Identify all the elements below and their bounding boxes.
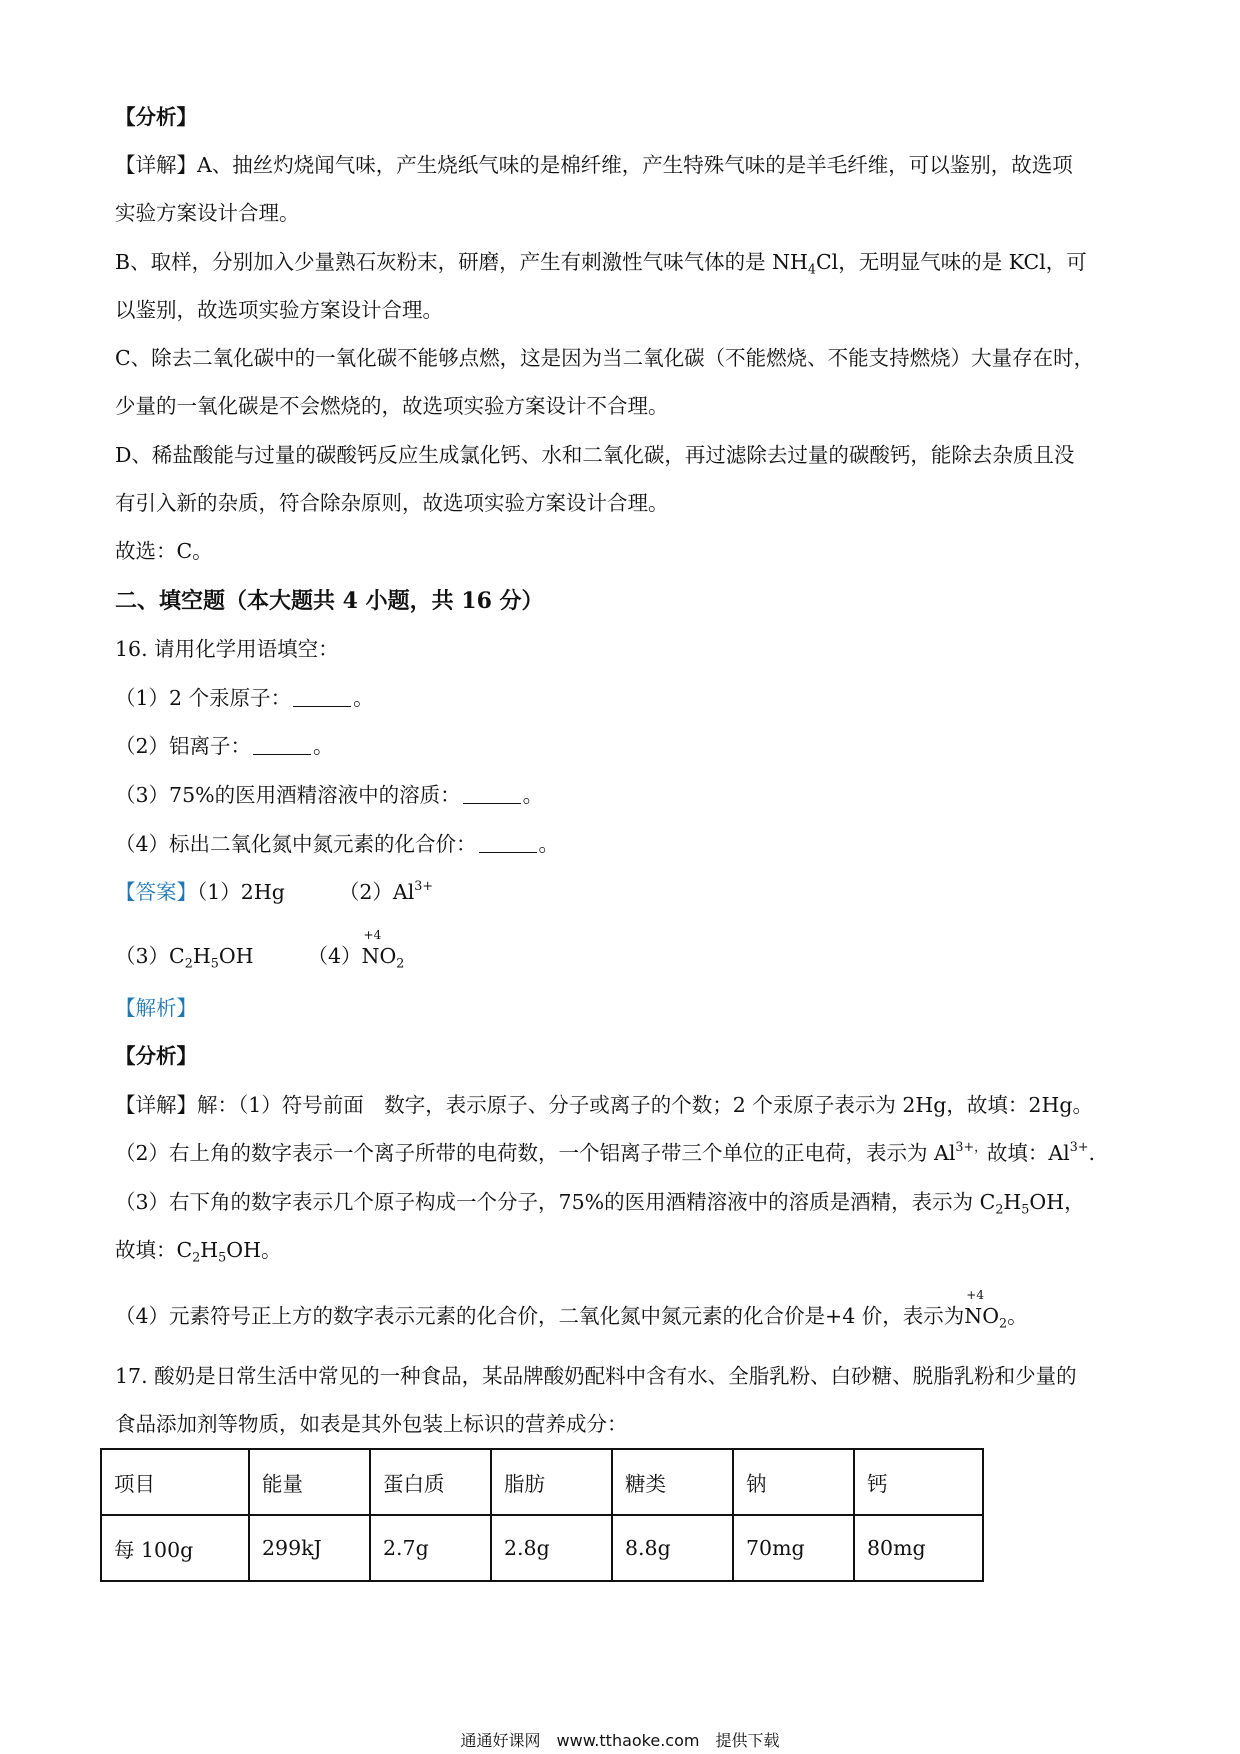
question-16: 16. 请用化学用语填空： — [115, 637, 339, 661]
answer-label: 【答案】 — [115, 880, 197, 904]
analysis-heading-2: 【分析】 — [115, 1044, 197, 1068]
detail-16-1: 【详解】解：（1）符号前面 数字，表示原子、分子或离子的个数；2 个汞原子表示为 2Hg，故填：2Hg。 — [115, 1093, 1093, 1117]
detail-line-a2: 实验方案设计合理。 — [115, 201, 300, 225]
nitrogen-dioxide-formula: +4 $NO_2$ — [361, 928, 405, 971]
table-row — [101, 1515, 983, 1581]
footer-text: 通通好课网 www.tthaoke.com 提供下载 — [460, 1731, 780, 1750]
question-16-3: （3）75%的医用酒精溶液中的溶质： 。 — [115, 783, 544, 807]
table-cell: 糖类 — [612, 1449, 733, 1515]
choice-answer: 故选：C。 — [115, 539, 213, 563]
answer-blank — [463, 785, 521, 804]
table-cell: 8.8g — [612, 1515, 733, 1581]
analysis-heading: 【分析】 — [115, 105, 197, 129]
table-cell: 蛋白质 — [370, 1449, 491, 1515]
table-cell: 项目 — [101, 1449, 249, 1515]
question-16-1: （1）2 个汞原子： 。 — [115, 686, 374, 710]
question-16-2: （2）铝离子： 。 — [115, 734, 334, 758]
detail-16-3: （3）右下角的数字表示几个原子构成一个分子，75%的医用酒精溶液中的溶质是酒精，表示为 $C_2H_5OH$， — [115, 1190, 1085, 1217]
detail-line-c1: C、除去二氧化碳中的一氧化碳不能够点燃，这是因为当二氧化碳（不能燃烧、不能支持燃烧）大量存在时， — [115, 346, 1095, 370]
answer-blank — [253, 736, 311, 755]
explanation-heading: 【解析】 — [115, 996, 197, 1020]
table-cell: 钠 — [733, 1449, 854, 1515]
table-cell: 2.7g — [370, 1515, 491, 1581]
table-cell: 80mg — [854, 1515, 983, 1581]
detail-line-b1: B、取样，分别加入少量熟石灰粉末，研磨，产生有刺激性气味气体的是 $NH_4Cl$，无明显气味的是 KCl，可 — [115, 250, 1087, 277]
detail-line-b2: 以鉴别，故选项实验方案设计合理。 — [115, 298, 443, 322]
detail-line-d2: 有引入新的杂质，符合除杂原则，故选项实验方案设计合理。 — [115, 491, 669, 515]
table-cell: 能量 — [249, 1449, 370, 1515]
question-17-line-2: 食品添加剂等物质，如表是其外包装上标识的营养成分： — [115, 1412, 628, 1436]
nutrition-table — [100, 1448, 984, 1582]
answer-line-1: 【答案】（1）2Hg $(2)Al^{3+}$ — [115, 878, 433, 904]
table-cell: 299kJ — [249, 1515, 370, 1581]
table-cell: 脂肪 — [491, 1449, 612, 1515]
table-cell: 2.8g — [491, 1515, 612, 1581]
detail-16-4: （4）元素符号正上方的数字表示元素的化合价，二氧化氮中氮元素的化合价是+4 价，表示为 +4 $NO_2$。 — [115, 1288, 1028, 1331]
table-header-row — [101, 1449, 983, 1515]
detail-16-3b: 故填：$C_2H_5OH$。 — [115, 1238, 282, 1265]
detail-16-2: （2）右上角的数字表示一个离子所带的电荷数，一个铝离子带三个单位的正电荷，表示为 $Al^{3+,}$故填：$Al^{3+}$. — [115, 1139, 1095, 1165]
detail-line-d1: D、稀盐酸能与过量的碳酸钙反应生成氯化钙、水和二氧化碳，再过滤除去过量的碳酸钙，能除去杂质且没 — [115, 443, 1075, 467]
answer-blank — [293, 688, 351, 707]
question-17-line-1: 17. 酸奶是日常生活中常见的一种食品，某品牌酸奶配料中含有水、全脂乳粉、白砂糖、脱脂乳粉和少量的 — [115, 1364, 1077, 1388]
table-cell: 钙 — [854, 1449, 983, 1515]
table-cell: 每 100g — [101, 1515, 249, 1581]
detail-line-a1: 【详解】A、抽丝灼烧闻气味，产生烧纸气味的是棉纤维，产生特殊气味的是羊毛纤维，可以鉴别，故选项 — [115, 153, 1073, 177]
answer-line-2: $(3)C_2H_5OH$ （4） +4 $NO_2$ — [115, 928, 405, 971]
answer-blank — [479, 834, 537, 853]
nitrogen-dioxide-formula-2: +4 $NO_2$ — [964, 1288, 1008, 1331]
table-cell: 70mg — [733, 1515, 854, 1581]
section-title: 二、填空题（本大题共 4 小题，共 16 分） — [115, 588, 544, 614]
question-16-4: （4）标出二氧化氮中氮元素的化合价： 。 — [115, 832, 560, 856]
detail-line-c2: 少量的一氧化碳是不会燃烧的，故选项实验方案设计不合理。 — [115, 394, 669, 418]
